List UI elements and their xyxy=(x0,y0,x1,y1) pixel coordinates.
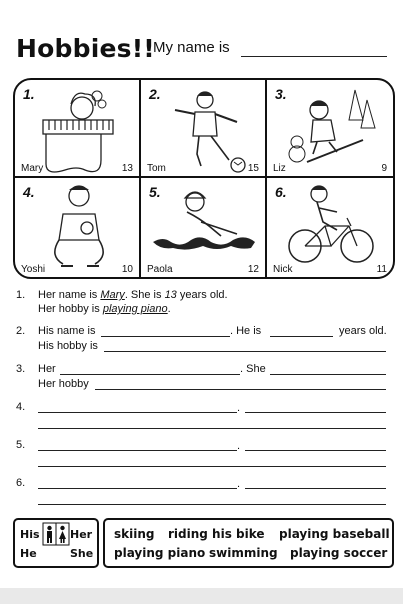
answer-blank[interactable] xyxy=(104,351,386,352)
name-blank[interactable] xyxy=(241,56,387,57)
boy-girl-icon xyxy=(42,522,70,546)
example-text: years old. xyxy=(179,289,228,301)
prompt-text: Her hobby xyxy=(38,378,89,390)
prompt-text: years old. xyxy=(339,325,387,337)
answer-blank[interactable] xyxy=(101,336,230,337)
name-prompt: My name is xyxy=(153,39,230,56)
answer-blank[interactable] xyxy=(245,412,386,413)
example-line-2 xyxy=(38,302,171,316)
person-name: Yoshi xyxy=(21,264,46,275)
picture-cell-paola xyxy=(141,178,267,277)
answer-blank[interactable] xyxy=(38,488,237,489)
person-name: Paola xyxy=(147,264,173,275)
hobby-word: playing baseball xyxy=(279,527,390,541)
picture-grid xyxy=(13,78,395,279)
pronoun-her: Her xyxy=(70,528,93,541)
pronoun-she: She xyxy=(70,547,94,560)
blank-dot: . xyxy=(237,440,241,452)
picture-number: 6. xyxy=(275,184,287,200)
picture-number: 1. xyxy=(23,86,35,102)
answer-blank[interactable] xyxy=(60,374,240,375)
person-name: Mary xyxy=(21,163,44,174)
example-text: Her name is xyxy=(38,289,98,301)
picture-number: 3. xyxy=(275,86,287,102)
prompt-text: Her xyxy=(38,363,56,375)
answer-blank[interactable] xyxy=(245,488,386,489)
picture-number: 4. xyxy=(23,184,35,200)
question-number: 6. xyxy=(16,477,26,489)
example-answer-name: Mary xyxy=(100,289,125,301)
answer-blank[interactable] xyxy=(38,466,386,467)
hobby-word: riding his bike xyxy=(168,527,265,541)
prompt-text: His hobby is xyxy=(38,340,98,352)
picture-number: 5. xyxy=(149,184,161,200)
person-age: 10 xyxy=(121,264,133,275)
pronoun-he: He xyxy=(20,547,37,560)
hobby-word: playing piano xyxy=(114,546,206,560)
person-age: 13 xyxy=(121,163,133,174)
prompt-text: . He is xyxy=(230,325,262,337)
person-name: Tom xyxy=(147,163,166,174)
person-age: 12 xyxy=(247,264,259,275)
example-answer-hobby: playing piano xyxy=(102,303,168,315)
blank-dot: . xyxy=(237,478,241,490)
picture-cell-liz xyxy=(267,80,393,178)
question-number: 4. xyxy=(16,401,26,413)
blank-dot: . xyxy=(237,402,241,414)
answer-blank[interactable] xyxy=(270,374,386,375)
answer-blank[interactable] xyxy=(38,428,386,429)
example-text: Her hobby is xyxy=(38,303,100,315)
picture-cell-yoshi xyxy=(15,178,141,277)
hobby-word: skiing xyxy=(114,527,155,541)
hobby-word: swimming xyxy=(209,546,278,560)
answer-blank[interactable] xyxy=(38,450,237,451)
picture-cell-tom xyxy=(141,80,267,178)
picture-cell-mary xyxy=(15,80,141,178)
example-text: . xyxy=(167,303,171,315)
question-number: 2. xyxy=(16,325,26,337)
answer-blank[interactable] xyxy=(38,412,237,413)
answer-blank[interactable] xyxy=(270,336,333,337)
hobby-word-bank xyxy=(103,518,394,568)
question-number: 5. xyxy=(16,439,26,451)
pronoun-his: His xyxy=(20,528,40,541)
person-age: 9 xyxy=(381,163,387,174)
example-text: . She is xyxy=(124,289,162,301)
person-age: 11 xyxy=(376,264,387,275)
prompt-text: His name is xyxy=(38,325,96,337)
example-answer-age: 13 xyxy=(164,289,177,301)
answer-blank[interactable] xyxy=(245,450,386,451)
picture-number: 2. xyxy=(149,86,161,102)
answer-blank[interactable] xyxy=(95,389,386,390)
picture-cell-nick xyxy=(267,178,393,277)
worksheet-title: Hobbies!! xyxy=(16,34,155,63)
person-age: 15 xyxy=(247,163,259,174)
example-line-1 xyxy=(38,288,228,302)
question-number: 1. xyxy=(16,289,26,301)
question-number: 3. xyxy=(16,363,26,375)
answer-blank[interactable] xyxy=(38,504,386,505)
hobby-word: playing soccer xyxy=(290,546,388,560)
pronoun-box xyxy=(13,518,99,568)
prompt-text: . She xyxy=(240,363,266,375)
person-name: Nick xyxy=(273,264,293,275)
person-name: Liz xyxy=(273,163,286,174)
